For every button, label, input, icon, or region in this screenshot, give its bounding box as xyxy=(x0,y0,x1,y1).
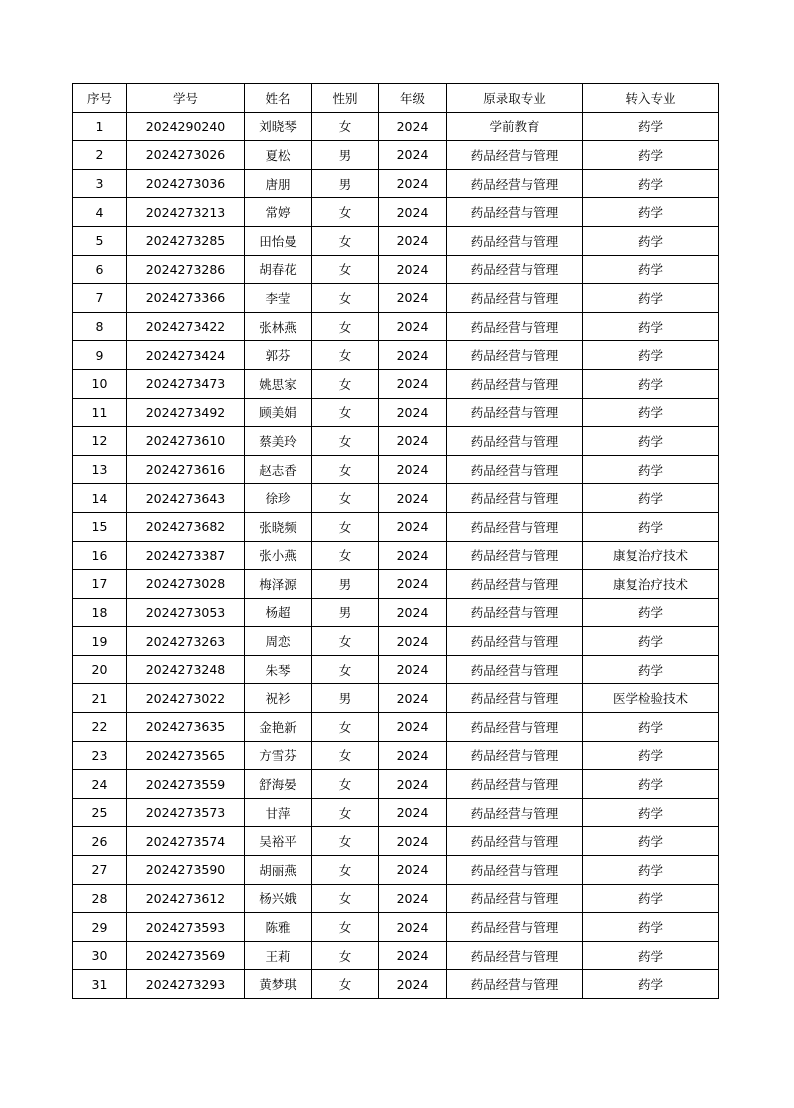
cell-gender: 女 xyxy=(312,398,379,427)
cell-original-major: 药品经营与管理 xyxy=(447,570,583,599)
table-row xyxy=(73,770,719,799)
table-row xyxy=(73,284,719,313)
cell-original-major: 药品经营与管理 xyxy=(447,770,583,799)
cell-gender: 女 xyxy=(312,198,379,227)
cell-student-id: 2024273616 xyxy=(127,455,245,484)
table-row xyxy=(73,941,719,970)
cell-new-major: 药学 xyxy=(583,770,719,799)
cell-new-major: 医学检验技术 xyxy=(583,684,719,713)
table-row xyxy=(73,455,719,484)
cell-name: 周恋 xyxy=(245,627,312,656)
cell-student-id: 2024273286 xyxy=(127,255,245,284)
cell-grade: 2024 xyxy=(379,684,447,713)
header-cell: 学号 xyxy=(127,84,245,113)
cell-gender: 女 xyxy=(312,627,379,656)
cell-grade: 2024 xyxy=(379,312,447,341)
cell-new-major: 药学 xyxy=(583,484,719,513)
cell-new-major: 药学 xyxy=(583,827,719,856)
cell-name: 梅泽源 xyxy=(245,570,312,599)
cell-name: 田怡曼 xyxy=(245,226,312,255)
cell-name: 黄梦琪 xyxy=(245,970,312,999)
table-row xyxy=(73,627,719,656)
cell-student-id: 2024273366 xyxy=(127,284,245,313)
cell-grade: 2024 xyxy=(379,713,447,742)
cell-student-id: 2024273053 xyxy=(127,598,245,627)
cell-new-major: 药学 xyxy=(583,112,719,141)
cell-new-major: 药学 xyxy=(583,255,719,284)
cell-new-major: 药学 xyxy=(583,455,719,484)
cell-index: 26 xyxy=(73,827,127,856)
cell-grade: 2024 xyxy=(379,827,447,856)
cell-name: 方雪芬 xyxy=(245,741,312,770)
cell-grade: 2024 xyxy=(379,398,447,427)
table-row xyxy=(73,741,719,770)
cell-new-major: 药学 xyxy=(583,713,719,742)
cell-original-major: 药品经营与管理 xyxy=(447,856,583,885)
cell-new-major: 药学 xyxy=(583,198,719,227)
cell-name: 夏松 xyxy=(245,141,312,170)
cell-student-id: 2024273559 xyxy=(127,770,245,799)
cell-grade: 2024 xyxy=(379,341,447,370)
cell-new-major: 药学 xyxy=(583,141,719,170)
cell-student-id: 2024273492 xyxy=(127,398,245,427)
cell-student-id: 2024273285 xyxy=(127,226,245,255)
cell-new-major: 药学 xyxy=(583,741,719,770)
cell-gender: 女 xyxy=(312,770,379,799)
cell-new-major: 药学 xyxy=(583,941,719,970)
cell-student-id: 2024273635 xyxy=(127,713,245,742)
cell-gender: 女 xyxy=(312,655,379,684)
cell-name: 常婷 xyxy=(245,198,312,227)
cell-original-major: 药品经营与管理 xyxy=(447,970,583,999)
cell-student-id: 2024273022 xyxy=(127,684,245,713)
table-row xyxy=(73,369,719,398)
cell-grade: 2024 xyxy=(379,541,447,570)
cell-name: 徐珍 xyxy=(245,484,312,513)
cell-name: 王莉 xyxy=(245,941,312,970)
cell-grade: 2024 xyxy=(379,770,447,799)
cell-new-major: 药学 xyxy=(583,856,719,885)
cell-grade: 2024 xyxy=(379,570,447,599)
cell-name: 刘晓琴 xyxy=(245,112,312,141)
cell-gender: 女 xyxy=(312,484,379,513)
table-row xyxy=(73,713,719,742)
table-row xyxy=(73,884,719,913)
cell-name: 赵志香 xyxy=(245,455,312,484)
cell-index: 9 xyxy=(73,341,127,370)
cell-student-id: 2024273028 xyxy=(127,570,245,599)
table-row xyxy=(73,141,719,170)
cell-name: 吴裕平 xyxy=(245,827,312,856)
cell-new-major: 药学 xyxy=(583,655,719,684)
header-cell: 年级 xyxy=(379,84,447,113)
cell-name: 张小燕 xyxy=(245,541,312,570)
cell-index: 27 xyxy=(73,856,127,885)
cell-index: 31 xyxy=(73,970,127,999)
cell-gender: 女 xyxy=(312,112,379,141)
cell-grade: 2024 xyxy=(379,655,447,684)
cell-student-id: 2024290240 xyxy=(127,112,245,141)
header-row xyxy=(73,84,719,113)
cell-original-major: 学前教育 xyxy=(447,112,583,141)
cell-grade: 2024 xyxy=(379,169,447,198)
cell-grade: 2024 xyxy=(379,913,447,942)
table-row xyxy=(73,655,719,684)
cell-student-id: 2024273026 xyxy=(127,141,245,170)
cell-gender: 女 xyxy=(312,455,379,484)
cell-new-major: 药学 xyxy=(583,169,719,198)
cell-new-major: 药学 xyxy=(583,226,719,255)
transfer-student-table xyxy=(72,83,719,999)
cell-original-major: 药品经营与管理 xyxy=(447,398,583,427)
cell-index: 17 xyxy=(73,570,127,599)
table-row xyxy=(73,427,719,456)
cell-index: 1 xyxy=(73,112,127,141)
cell-index: 29 xyxy=(73,913,127,942)
cell-student-id: 2024273424 xyxy=(127,341,245,370)
cell-original-major: 药品经营与管理 xyxy=(447,913,583,942)
cell-index: 10 xyxy=(73,369,127,398)
cell-name: 张林燕 xyxy=(245,312,312,341)
table-row xyxy=(73,312,719,341)
cell-gender: 女 xyxy=(312,798,379,827)
cell-gender: 男 xyxy=(312,169,379,198)
cell-name: 杨兴娥 xyxy=(245,884,312,913)
cell-index: 18 xyxy=(73,598,127,627)
cell-student-id: 2024273213 xyxy=(127,198,245,227)
cell-student-id: 2024273248 xyxy=(127,655,245,684)
header-cell: 序号 xyxy=(73,84,127,113)
cell-original-major: 药品经营与管理 xyxy=(447,598,583,627)
table-row xyxy=(73,398,719,427)
cell-gender: 女 xyxy=(312,941,379,970)
cell-new-major: 药学 xyxy=(583,512,719,541)
cell-original-major: 药品经营与管理 xyxy=(447,798,583,827)
cell-student-id: 2024273036 xyxy=(127,169,245,198)
cell-grade: 2024 xyxy=(379,427,447,456)
cell-student-id: 2024273590 xyxy=(127,856,245,885)
cell-name: 杨超 xyxy=(245,598,312,627)
cell-student-id: 2024273263 xyxy=(127,627,245,656)
cell-grade: 2024 xyxy=(379,512,447,541)
cell-original-major: 药品经营与管理 xyxy=(447,312,583,341)
table-row xyxy=(73,255,719,284)
cell-name: 朱琴 xyxy=(245,655,312,684)
cell-grade: 2024 xyxy=(379,198,447,227)
cell-new-major: 药学 xyxy=(583,913,719,942)
cell-grade: 2024 xyxy=(379,226,447,255)
cell-gender: 女 xyxy=(312,541,379,570)
cell-original-major: 药品经营与管理 xyxy=(447,341,583,370)
cell-student-id: 2024273610 xyxy=(127,427,245,456)
cell-index: 28 xyxy=(73,884,127,913)
cell-index: 3 xyxy=(73,169,127,198)
table-row xyxy=(73,169,719,198)
header-cell: 原录取专业 xyxy=(447,84,583,113)
cell-index: 6 xyxy=(73,255,127,284)
cell-name: 祝衫 xyxy=(245,684,312,713)
cell-original-major: 药品经营与管理 xyxy=(447,226,583,255)
cell-new-major: 药学 xyxy=(583,369,719,398)
cell-index: 2 xyxy=(73,141,127,170)
cell-name: 陈雅 xyxy=(245,913,312,942)
cell-gender: 男 xyxy=(312,570,379,599)
table-row xyxy=(73,226,719,255)
cell-index: 5 xyxy=(73,226,127,255)
cell-student-id: 2024273565 xyxy=(127,741,245,770)
cell-new-major: 药学 xyxy=(583,798,719,827)
cell-gender: 女 xyxy=(312,827,379,856)
cell-gender: 男 xyxy=(312,598,379,627)
cell-index: 20 xyxy=(73,655,127,684)
cell-gender: 女 xyxy=(312,341,379,370)
cell-grade: 2024 xyxy=(379,484,447,513)
cell-gender: 女 xyxy=(312,512,379,541)
cell-gender: 女 xyxy=(312,427,379,456)
table-row xyxy=(73,570,719,599)
cell-original-major: 药品经营与管理 xyxy=(447,455,583,484)
cell-index: 19 xyxy=(73,627,127,656)
table-row xyxy=(73,970,719,999)
cell-student-id: 2024273612 xyxy=(127,884,245,913)
cell-student-id: 2024273643 xyxy=(127,484,245,513)
cell-index: 21 xyxy=(73,684,127,713)
cell-name: 舒海晏 xyxy=(245,770,312,799)
cell-index: 22 xyxy=(73,713,127,742)
cell-index: 24 xyxy=(73,770,127,799)
cell-gender: 女 xyxy=(312,970,379,999)
cell-original-major: 药品经营与管理 xyxy=(447,741,583,770)
cell-original-major: 药品经营与管理 xyxy=(447,141,583,170)
cell-original-major: 药品经营与管理 xyxy=(447,169,583,198)
table-row xyxy=(73,484,719,513)
cell-grade: 2024 xyxy=(379,941,447,970)
cell-original-major: 药品经营与管理 xyxy=(447,655,583,684)
cell-student-id: 2024273682 xyxy=(127,512,245,541)
table-row xyxy=(73,827,719,856)
cell-student-id: 2024273574 xyxy=(127,827,245,856)
cell-new-major: 药学 xyxy=(583,884,719,913)
table-row xyxy=(73,512,719,541)
cell-index: 11 xyxy=(73,398,127,427)
cell-index: 13 xyxy=(73,455,127,484)
cell-original-major: 药品经营与管理 xyxy=(447,484,583,513)
cell-index: 4 xyxy=(73,198,127,227)
cell-gender: 女 xyxy=(312,226,379,255)
cell-name: 甘萍 xyxy=(245,798,312,827)
cell-original-major: 药品经营与管理 xyxy=(447,541,583,570)
table-row xyxy=(73,598,719,627)
cell-grade: 2024 xyxy=(379,627,447,656)
cell-new-major: 康复治疗技术 xyxy=(583,570,719,599)
cell-original-major: 药品经营与管理 xyxy=(447,198,583,227)
cell-grade: 2024 xyxy=(379,856,447,885)
cell-student-id: 2024273387 xyxy=(127,541,245,570)
cell-index: 12 xyxy=(73,427,127,456)
cell-original-major: 药品经营与管理 xyxy=(447,827,583,856)
cell-index: 8 xyxy=(73,312,127,341)
cell-gender: 女 xyxy=(312,312,379,341)
cell-index: 7 xyxy=(73,284,127,313)
cell-original-major: 药品经营与管理 xyxy=(447,627,583,656)
cell-new-major: 药学 xyxy=(583,284,719,313)
cell-grade: 2024 xyxy=(379,741,447,770)
cell-student-id: 2024273293 xyxy=(127,970,245,999)
cell-original-major: 药品经营与管理 xyxy=(447,512,583,541)
table-body xyxy=(73,112,719,998)
header-cell: 性别 xyxy=(312,84,379,113)
cell-gender: 女 xyxy=(312,284,379,313)
cell-grade: 2024 xyxy=(379,284,447,313)
cell-new-major: 药学 xyxy=(583,398,719,427)
table-row xyxy=(73,684,719,713)
cell-gender: 女 xyxy=(312,913,379,942)
cell-grade: 2024 xyxy=(379,798,447,827)
cell-name: 唐朋 xyxy=(245,169,312,198)
cell-grade: 2024 xyxy=(379,970,447,999)
cell-grade: 2024 xyxy=(379,369,447,398)
cell-student-id: 2024273422 xyxy=(127,312,245,341)
cell-student-id: 2024273573 xyxy=(127,798,245,827)
cell-grade: 2024 xyxy=(379,455,447,484)
cell-gender: 女 xyxy=(312,884,379,913)
cell-student-id: 2024273569 xyxy=(127,941,245,970)
cell-name: 姚思家 xyxy=(245,369,312,398)
table-row xyxy=(73,198,719,227)
cell-original-major: 药品经营与管理 xyxy=(447,684,583,713)
cell-name: 张晓频 xyxy=(245,512,312,541)
cell-gender: 男 xyxy=(312,684,379,713)
cell-original-major: 药品经营与管理 xyxy=(447,427,583,456)
cell-index: 30 xyxy=(73,941,127,970)
cell-gender: 女 xyxy=(312,856,379,885)
cell-new-major: 药学 xyxy=(583,598,719,627)
cell-index: 23 xyxy=(73,741,127,770)
cell-gender: 女 xyxy=(312,741,379,770)
cell-original-major: 药品经营与管理 xyxy=(447,369,583,398)
header-cell: 姓名 xyxy=(245,84,312,113)
cell-new-major: 药学 xyxy=(583,341,719,370)
table-row xyxy=(73,856,719,885)
cell-new-major: 药学 xyxy=(583,427,719,456)
cell-gender: 男 xyxy=(312,141,379,170)
header-cell: 转入专业 xyxy=(583,84,719,113)
cell-index: 16 xyxy=(73,541,127,570)
table-row xyxy=(73,913,719,942)
cell-name: 胡春花 xyxy=(245,255,312,284)
cell-grade: 2024 xyxy=(379,112,447,141)
cell-name: 李莹 xyxy=(245,284,312,313)
cell-gender: 女 xyxy=(312,369,379,398)
cell-student-id: 2024273473 xyxy=(127,369,245,398)
cell-name: 顾美娟 xyxy=(245,398,312,427)
cell-new-major: 康复治疗技术 xyxy=(583,541,719,570)
cell-new-major: 药学 xyxy=(583,627,719,656)
table-row xyxy=(73,798,719,827)
cell-gender: 女 xyxy=(312,255,379,284)
cell-original-major: 药品经营与管理 xyxy=(447,284,583,313)
cell-new-major: 药学 xyxy=(583,312,719,341)
cell-original-major: 药品经营与管理 xyxy=(447,884,583,913)
cell-name: 胡丽燕 xyxy=(245,856,312,885)
cell-name: 金艳新 xyxy=(245,713,312,742)
table-row xyxy=(73,341,719,370)
cell-grade: 2024 xyxy=(379,598,447,627)
cell-name: 郭芬 xyxy=(245,341,312,370)
cell-grade: 2024 xyxy=(379,255,447,284)
cell-index: 25 xyxy=(73,798,127,827)
cell-student-id: 2024273593 xyxy=(127,913,245,942)
cell-original-major: 药品经营与管理 xyxy=(447,713,583,742)
cell-grade: 2024 xyxy=(379,141,447,170)
table-row xyxy=(73,112,719,141)
cell-original-major: 药品经营与管理 xyxy=(447,941,583,970)
cell-original-major: 药品经营与管理 xyxy=(447,255,583,284)
cell-index: 14 xyxy=(73,484,127,513)
cell-new-major: 药学 xyxy=(583,970,719,999)
table-row xyxy=(73,541,719,570)
cell-grade: 2024 xyxy=(379,884,447,913)
cell-index: 15 xyxy=(73,512,127,541)
cell-name: 蔡美玲 xyxy=(245,427,312,456)
cell-gender: 女 xyxy=(312,713,379,742)
